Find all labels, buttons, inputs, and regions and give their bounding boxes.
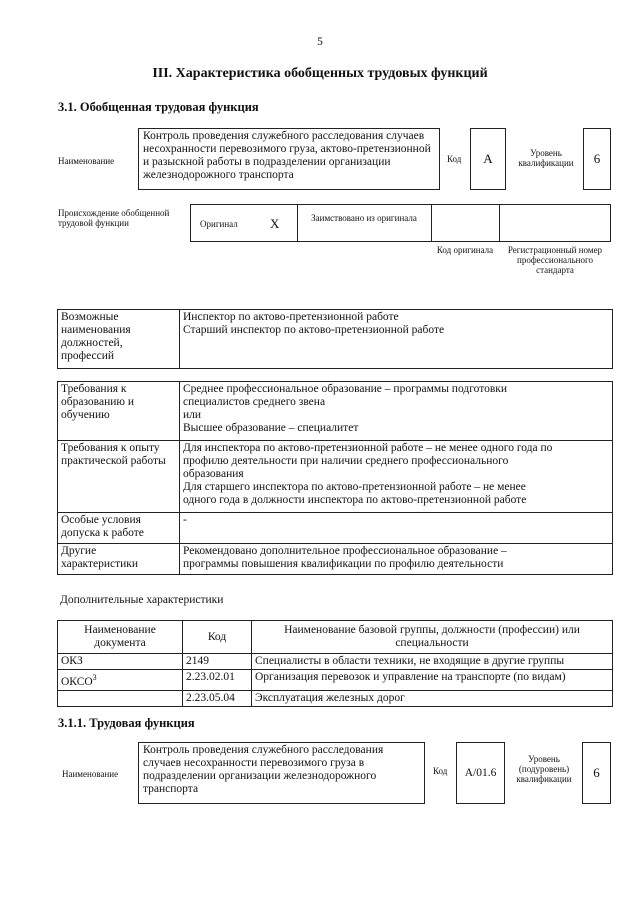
tf-name-label: Наименование: [62, 769, 119, 779]
table-row: [58, 654, 613, 670]
position-line: Старший инспектор по актово-претензионной работе: [183, 324, 445, 336]
gtf-code-value: А: [470, 128, 506, 190]
table-row: [58, 690, 613, 706]
additional-title: Дополнительные характеристики: [60, 594, 224, 606]
header-code: Код: [183, 621, 252, 654]
req-line: профилю деятельности при наличии среднего профессионального: [183, 455, 509, 467]
doc-name-cell: [58, 670, 183, 691]
positions-value: [180, 310, 613, 369]
req-line: Высшее образование – специалитет: [183, 422, 359, 434]
group-name-cell: Эксплуатация железных дорог: [252, 690, 613, 706]
section-title: III. Характеристика обобщенных трудовых функций: [152, 66, 488, 81]
tf-code-value: A/01.6: [456, 742, 505, 804]
req-education-value: [180, 382, 613, 441]
section-3-1-heading: 3.1. Обобщенная трудовая функция: [58, 100, 259, 114]
req-line: Для инспектора по актово-претензионной работе – не менее одного года по: [183, 442, 553, 454]
req-conditions-label: Особые условия допуска к работе: [58, 513, 180, 544]
tf-name-value: Контроль проведения служебного расследования случаев несохранности перевозимого груза в подразделении организации железнодорожного транспорта: [138, 742, 425, 804]
gtf-level-label: Уровень квалификации: [518, 148, 574, 168]
positions-table: [57, 309, 613, 369]
code-cell: 2.23.02.01: [183, 670, 252, 691]
code-cell: 2.23.05.04: [183, 690, 252, 706]
req-line: -: [183, 514, 187, 526]
gtf-code-label: Код: [447, 154, 462, 164]
req-other-value: [180, 544, 613, 575]
req-line: Среднее профессиональное образование – программы подготовки: [183, 383, 508, 395]
tf-level-label: Уровень (подуровень) квалификации: [516, 754, 572, 784]
code-cell: 2149: [183, 654, 252, 670]
original-label: Оригинал: [200, 219, 238, 229]
req-line: программы повышения квалификации по профилю деятельности: [183, 558, 504, 570]
gtf-name-value: Контроль проведения служебного расследования случаев несохранности перевозимого груза, актово-претензионной и разыскной работы в подразделении организации железнодорожного транспорта: [138, 128, 440, 190]
positions-label: Возможные наименования должностей, профессий: [58, 310, 180, 369]
code-original-caption: Код оригинала: [436, 245, 494, 255]
gtf-name-label: Наименование: [58, 156, 115, 166]
req-line: или: [183, 409, 202, 421]
req-other-label: Другие характеристики: [58, 544, 180, 575]
group-name-cell: Организация перевозок и управление на транспорте (по видам): [252, 670, 613, 691]
requirements-table: [57, 381, 613, 575]
req-conditions-value: [180, 513, 613, 544]
position-line: Инспектор по актово-претензионной работе: [183, 311, 399, 323]
origin-table: [190, 204, 611, 242]
req-experience-label: Требования к опыту практической работы: [58, 441, 180, 513]
borrowed-label: Заимствовано из оригинала: [311, 213, 417, 223]
reg-number-caption: Регистрационный номер профессионального стандарта: [507, 245, 603, 275]
req-line: образования: [183, 468, 244, 480]
original-mark: Х: [270, 216, 280, 231]
okso-name: ОКСО: [61, 675, 93, 688]
page-number: 5: [317, 36, 323, 48]
doc-name-cell: [58, 690, 183, 706]
req-line: Рекомендовано дополнительное профессиональное образование –: [183, 545, 507, 557]
table-row: [58, 670, 613, 691]
header-group-name: Наименование базовой группы, должности (профессии) или специальности: [252, 621, 613, 654]
tf-level-value: 6: [582, 742, 611, 804]
req-line: Для старшего инспектора по актово-претензионной работе – не менее: [183, 481, 526, 493]
req-line: специалистов среднего звена: [183, 396, 326, 408]
gtf-level-value: 6: [583, 128, 611, 190]
tf-code-label: Код: [433, 766, 448, 776]
additional-table: [57, 620, 613, 707]
header-doc-name: Наименование документа: [58, 621, 183, 654]
group-name-cell: Специалисты в области техники, не входящие в другие группы: [252, 654, 613, 670]
footnote-mark: 3: [92, 673, 97, 682]
doc-name-cell: ОКЗ: [58, 654, 183, 670]
req-experience-value: [180, 441, 613, 513]
gtf-origin-label: Происхождение обобщенной трудовой функции: [58, 208, 170, 228]
section-3-1-1-heading: 3.1.1. Трудовая функция: [58, 716, 195, 730]
req-line: одного года в должности инспектора по актово-претензионной работе: [183, 494, 527, 506]
req-education-label: Требования к образованию и обучению: [58, 382, 180, 441]
